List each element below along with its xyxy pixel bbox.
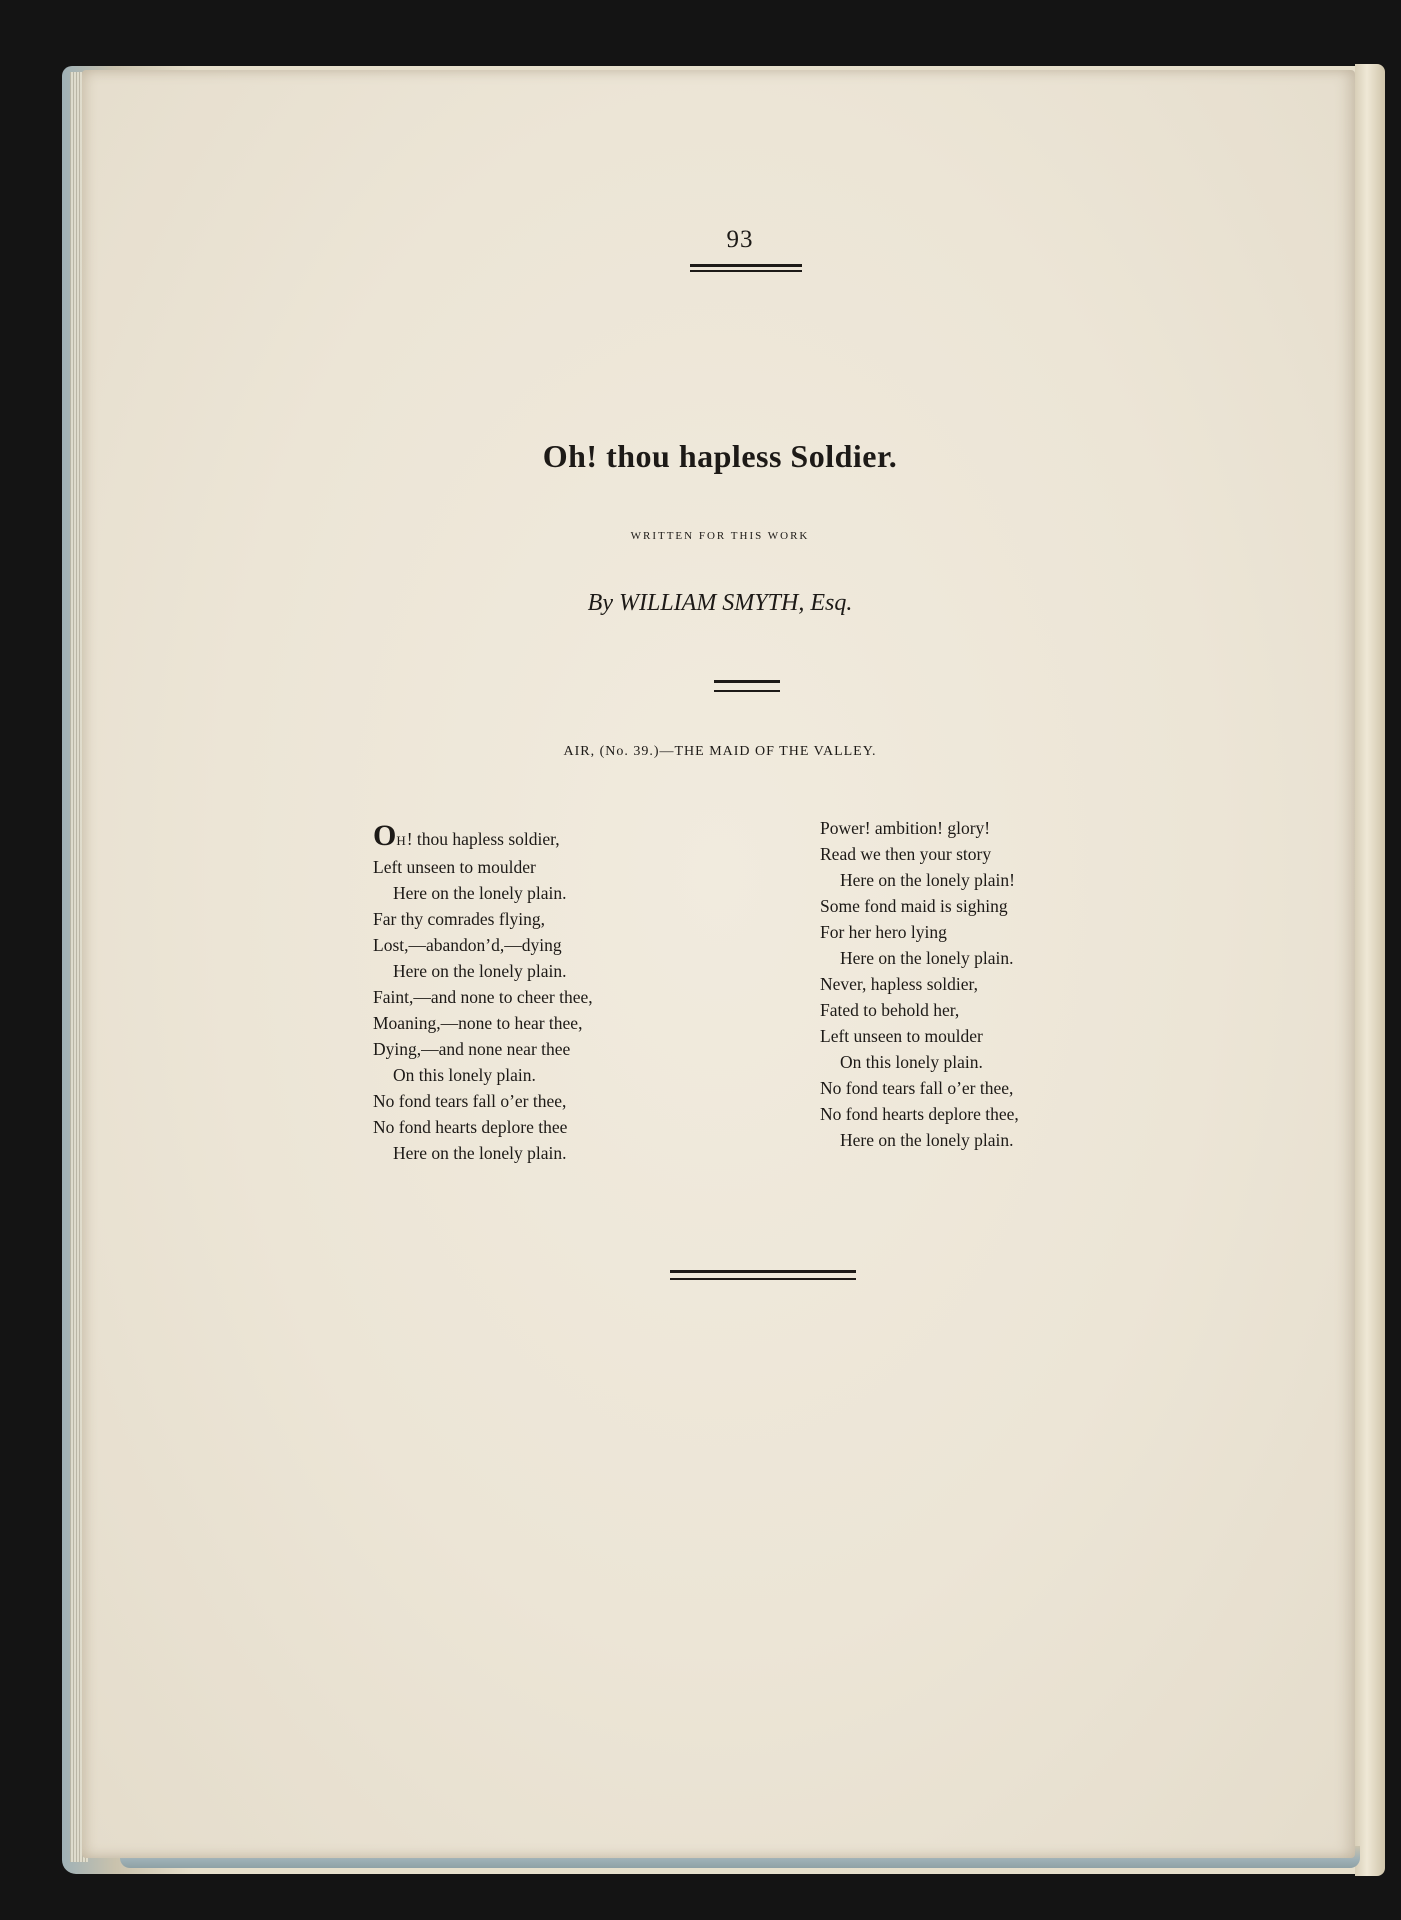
poem-line: Left unseen to moulder: [820, 1026, 983, 1046]
poem-title: Oh! thou hapless Soldier.: [542, 438, 898, 474]
poem-line: Faint,—and none to cheer thee,: [373, 987, 593, 1007]
drop-cap: O: [373, 819, 397, 852]
section-divider: [714, 680, 780, 683]
poem-byline: By WILLIAM SMYTH, Esq.: [587, 590, 853, 616]
poem-column-left: [373, 819, 673, 1166]
poem-line: No fond hearts deplore thee: [373, 1117, 568, 1137]
poem-line: For her hero lying: [820, 922, 947, 942]
poem-line: Left unseen to moulder: [373, 857, 536, 877]
small-cap: H: [396, 833, 407, 848]
section-divider-thin: [714, 690, 780, 692]
poem-line: No fond hearts deplore thee,: [820, 1104, 1019, 1124]
poem-line: Here on the lonely plain.: [840, 948, 1014, 968]
poem-line: No fond tears fall o’er thee,: [820, 1078, 1014, 1098]
poem-line: Lost,—abandon’d,—dying: [373, 935, 562, 955]
poem-line: Moaning,—none to hear thee,: [373, 1013, 583, 1033]
poem-line: Here on the lonely plain.: [393, 961, 567, 981]
air-heading: AIR, (No. 39.)—THE MAID OF THE VALLEY.: [563, 744, 877, 759]
poem-line: Here on the lonely plain!: [840, 870, 1015, 890]
header-rule: [690, 264, 802, 267]
poem-subtitle: WRITTEN FOR THIS WORK: [630, 530, 810, 542]
poem-line: On this lonely plain.: [393, 1065, 536, 1085]
poem-line: Never, hapless soldier,: [820, 974, 978, 994]
poem-line: Here on the lonely plain.: [393, 1143, 567, 1163]
poem-line: Here on the lonely plain.: [840, 1130, 1014, 1150]
poem-line: Some fond maid is sighing: [820, 896, 1008, 916]
closing-rule: [670, 1270, 856, 1273]
poem-line: Far thy comrades flying,: [373, 909, 546, 929]
first-line-text: ! thou hapless soldier,: [406, 829, 560, 849]
poem-line: Read we then your story: [820, 844, 992, 864]
poem-line: [373, 819, 673, 854]
poem-line: Here on the lonely plain.: [393, 883, 567, 903]
poem-line: Power! ambition! glory!: [820, 818, 991, 838]
poem-line: On this lonely plain.: [840, 1052, 983, 1072]
poem-line: Fated to behold her,: [820, 1000, 960, 1020]
closing-rule-thin: [670, 1278, 856, 1280]
poem-column-right: [820, 815, 1120, 1153]
header-rule-thin: [690, 270, 802, 272]
page-number: 93: [726, 226, 754, 253]
poem-line: No fond tears fall o’er thee,: [373, 1091, 567, 1111]
poem-line: Dying,—and none near thee: [373, 1039, 571, 1059]
